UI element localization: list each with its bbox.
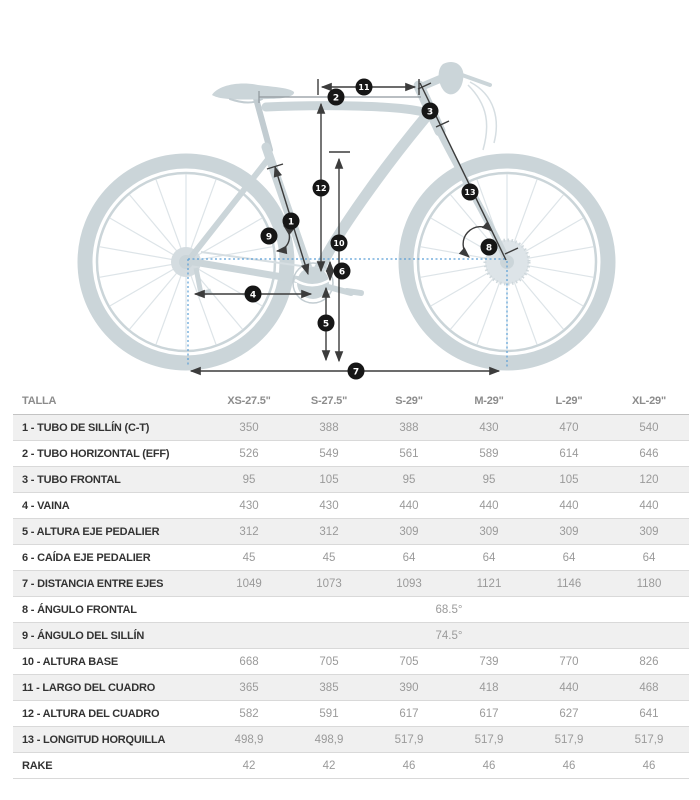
row-label: 2 - TUBO HORIZONTAL (EFF) bbox=[13, 441, 209, 467]
header-size-s-27.5: S-27.5" bbox=[289, 388, 369, 415]
table-row bbox=[13, 519, 689, 545]
cell-value: 42 bbox=[209, 753, 289, 779]
table-row bbox=[13, 675, 689, 701]
cell-value: 365 bbox=[209, 675, 289, 701]
table-row bbox=[13, 623, 689, 649]
cell-value: 120 bbox=[609, 467, 689, 493]
row-label: 5 - ALTURA EJE PEDALIER bbox=[13, 519, 209, 545]
marker-5 bbox=[318, 315, 335, 332]
cell-value: 1049 bbox=[209, 571, 289, 597]
svg-text:11: 11 bbox=[358, 83, 370, 92]
cell-value: 614 bbox=[529, 441, 609, 467]
marker-10 bbox=[331, 235, 348, 252]
cell-value: 418 bbox=[449, 675, 529, 701]
cell-value: 627 bbox=[529, 701, 609, 727]
cell-value: 739 bbox=[449, 649, 529, 675]
header-size-xs-27.5: XS-27.5" bbox=[209, 388, 289, 415]
brake-lever bbox=[462, 75, 490, 85]
svg-text:5: 5 bbox=[322, 319, 330, 330]
table-header-row bbox=[13, 388, 689, 415]
cell-value: 498,9 bbox=[289, 727, 369, 753]
row-label: 13 - LONGITUD HORQUILLA bbox=[13, 727, 209, 753]
cell-value: 64 bbox=[369, 545, 449, 571]
bike-geometry-diagram bbox=[0, 0, 700, 386]
cell-value: 468 bbox=[609, 675, 689, 701]
cell-value: 705 bbox=[289, 649, 369, 675]
table-row bbox=[13, 649, 689, 675]
cell-value: 517,9 bbox=[369, 727, 449, 753]
marker-1 bbox=[283, 213, 300, 230]
cell-value: 388 bbox=[289, 415, 369, 441]
cell-value: 46 bbox=[369, 753, 449, 779]
header-size-l-29: L-29" bbox=[529, 388, 609, 415]
cell-value: 1121 bbox=[449, 571, 529, 597]
pedal bbox=[344, 288, 365, 297]
cell-value: 46 bbox=[609, 753, 689, 779]
geometry-table-wrap bbox=[13, 388, 689, 779]
table-row bbox=[13, 571, 689, 597]
cell-value: 1093 bbox=[369, 571, 449, 597]
cell-value: 388 bbox=[369, 415, 449, 441]
marker-4 bbox=[245, 286, 262, 303]
table-row bbox=[13, 545, 689, 571]
header-size-xl-29: XL-29" bbox=[609, 388, 689, 415]
cell-value: 312 bbox=[289, 519, 369, 545]
cell-value: 440 bbox=[529, 493, 609, 519]
cell-value: 517,9 bbox=[449, 727, 529, 753]
row-label: 7 - DISTANCIA ENTRE EJES bbox=[13, 571, 209, 597]
table-row bbox=[13, 727, 689, 753]
table-row bbox=[13, 415, 689, 441]
cell-value: 591 bbox=[289, 701, 369, 727]
row-label: 1 - TUBO DE SILLÍN (C-T) bbox=[13, 415, 209, 441]
table-row bbox=[13, 597, 689, 623]
cell-value: 64 bbox=[609, 545, 689, 571]
cell-value: 617 bbox=[449, 701, 529, 727]
row-label: 9 - ÁNGULO DEL SILLÍN bbox=[13, 623, 209, 649]
cell-value: 45 bbox=[209, 545, 289, 571]
cell-value: 1073 bbox=[289, 571, 369, 597]
marker-11 bbox=[356, 79, 373, 96]
marker-12 bbox=[313, 180, 330, 197]
cell-value: 46 bbox=[449, 753, 529, 779]
cell-value: 46 bbox=[529, 753, 609, 779]
cell-value: 95 bbox=[209, 467, 289, 493]
cell-value: 589 bbox=[449, 441, 529, 467]
marker-2 bbox=[328, 89, 345, 106]
cell-value: 1146 bbox=[529, 571, 609, 597]
row-label: RAKE bbox=[13, 753, 209, 779]
geometry-table bbox=[13, 388, 689, 779]
svg-text:8: 8 bbox=[485, 243, 493, 254]
cell-value: 105 bbox=[289, 467, 369, 493]
svg-text:3: 3 bbox=[426, 107, 434, 118]
cell-value: 64 bbox=[449, 545, 529, 571]
cell-value: 668 bbox=[209, 649, 289, 675]
marker-3 bbox=[422, 103, 439, 120]
cell-value: 105 bbox=[529, 467, 609, 493]
cell-value: 45 bbox=[289, 545, 369, 571]
marker-6 bbox=[334, 263, 351, 280]
svg-text:6: 6 bbox=[338, 267, 346, 278]
svg-text:7: 7 bbox=[352, 367, 360, 378]
cell-value: 42 bbox=[289, 753, 369, 779]
table-row bbox=[13, 753, 689, 779]
cell-value: 350 bbox=[209, 415, 289, 441]
table-row bbox=[13, 441, 689, 467]
cell-value: 617 bbox=[369, 701, 449, 727]
row-label: 8 - ÁNGULO FRONTAL bbox=[13, 597, 209, 623]
cell-value: 312 bbox=[209, 519, 289, 545]
cell-value: 385 bbox=[289, 675, 369, 701]
cell-value: 770 bbox=[529, 649, 609, 675]
cell-value: 646 bbox=[609, 441, 689, 467]
cell-value: 498,9 bbox=[209, 727, 289, 753]
svg-text:2: 2 bbox=[332, 93, 340, 104]
marker-9 bbox=[261, 228, 278, 245]
marker-13 bbox=[462, 184, 479, 201]
row-label: 11 - LARGO DEL CUADRO bbox=[13, 675, 209, 701]
cell-value: 440 bbox=[609, 493, 689, 519]
svg-text:1: 1 bbox=[287, 217, 295, 228]
svg-text:10: 10 bbox=[333, 239, 345, 248]
cell-value: 309 bbox=[369, 519, 449, 545]
row-label: 3 - TUBO FRONTAL bbox=[13, 467, 209, 493]
row-label: 6 - CAÍDA EJE PEDALIER bbox=[13, 545, 209, 571]
row-label: 4 - VAINA bbox=[13, 493, 209, 519]
cell-value: 517,9 bbox=[609, 727, 689, 753]
marker-8 bbox=[481, 239, 498, 256]
cell-span-value: 74.5° bbox=[209, 623, 689, 649]
cell-value: 561 bbox=[369, 441, 449, 467]
marker-7 bbox=[348, 363, 365, 380]
cell-value: 430 bbox=[209, 493, 289, 519]
svg-text:9: 9 bbox=[265, 232, 273, 243]
cell-value: 309 bbox=[529, 519, 609, 545]
cell-value: 430 bbox=[289, 493, 369, 519]
header-size-m-29: M-29" bbox=[449, 388, 529, 415]
table-row bbox=[13, 493, 689, 519]
row-label: 12 - ALTURA DEL CUADRO bbox=[13, 701, 209, 727]
cell-value: 549 bbox=[289, 441, 369, 467]
svg-text:4: 4 bbox=[249, 290, 257, 301]
cell-value: 470 bbox=[529, 415, 609, 441]
cell-value: 705 bbox=[369, 649, 449, 675]
cell-value: 95 bbox=[369, 467, 449, 493]
shift-cable bbox=[468, 85, 487, 150]
cell-value: 430 bbox=[449, 415, 529, 441]
table-row bbox=[13, 701, 689, 727]
cell-value: 540 bbox=[609, 415, 689, 441]
top-tube bbox=[266, 106, 423, 112]
svg-text:12: 12 bbox=[315, 184, 327, 193]
cell-span-value: 68.5° bbox=[209, 597, 689, 623]
cell-value: 309 bbox=[609, 519, 689, 545]
cell-value: 582 bbox=[209, 701, 289, 727]
cell-value: 526 bbox=[209, 441, 289, 467]
header-size-s-29: S-29" bbox=[369, 388, 449, 415]
handlebar bbox=[439, 62, 464, 94]
header-talla: TALLA bbox=[13, 388, 209, 415]
cell-value: 826 bbox=[609, 649, 689, 675]
cell-value: 440 bbox=[529, 675, 609, 701]
cell-value: 95 bbox=[449, 467, 529, 493]
table-row bbox=[13, 467, 689, 493]
row-label: 10 - ALTURA BASE bbox=[13, 649, 209, 675]
cell-value: 440 bbox=[449, 493, 529, 519]
cell-value: 1180 bbox=[609, 571, 689, 597]
cell-value: 517,9 bbox=[529, 727, 609, 753]
cell-value: 64 bbox=[529, 545, 609, 571]
cell-value: 440 bbox=[369, 493, 449, 519]
cell-value: 641 bbox=[609, 701, 689, 727]
svg-text:13: 13 bbox=[464, 188, 476, 197]
cell-value: 390 bbox=[369, 675, 449, 701]
cell-value: 309 bbox=[449, 519, 529, 545]
